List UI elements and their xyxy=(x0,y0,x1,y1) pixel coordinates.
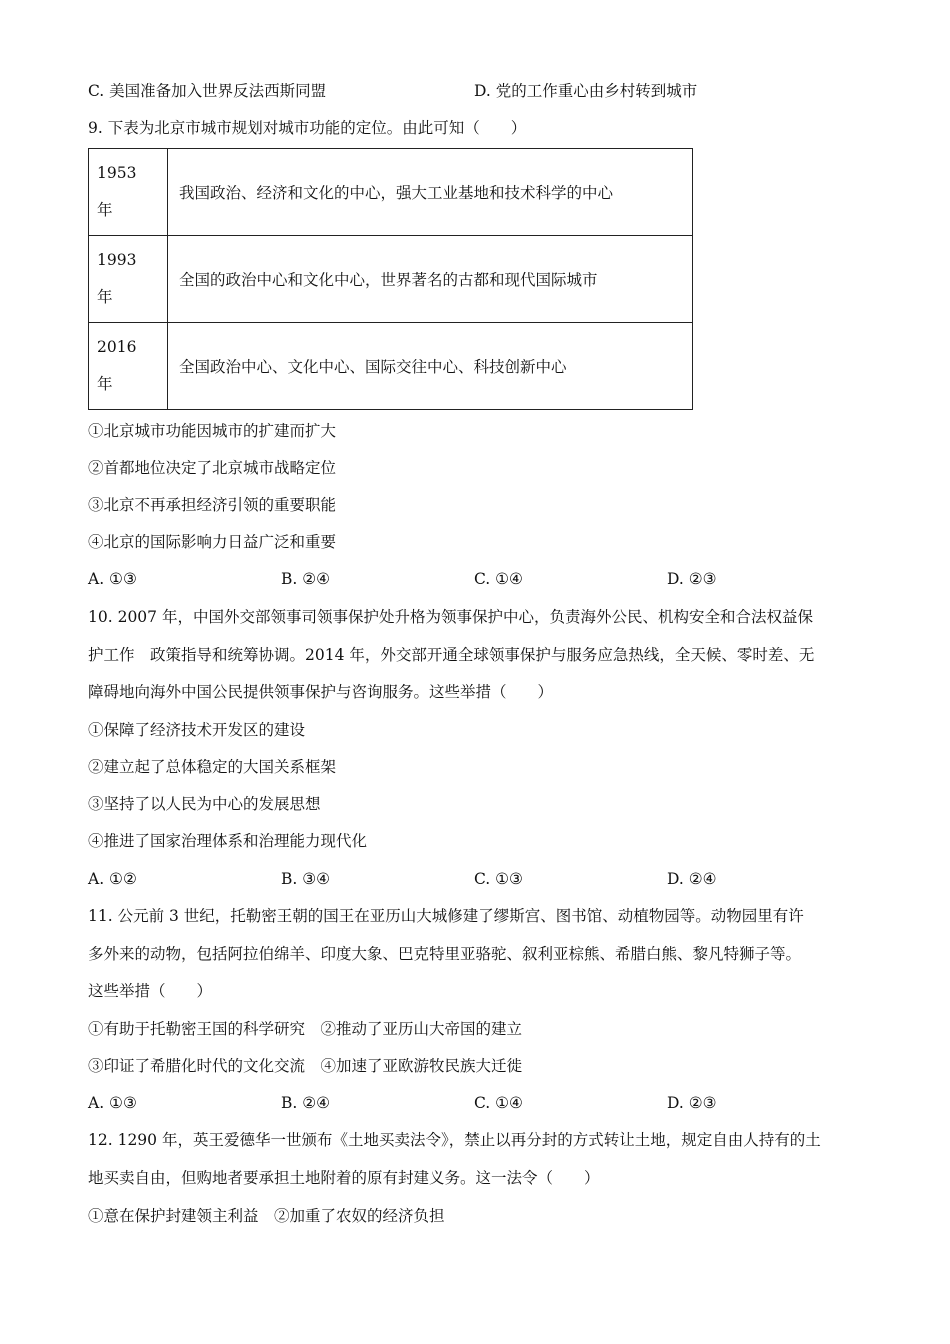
q10-option-b: B. ③④ xyxy=(281,870,331,888)
q9-table xyxy=(88,148,693,410)
row-desc: 全国的政治中心和文化中心，世界著名的古都和现代国际城市 xyxy=(168,236,693,323)
table-row xyxy=(89,236,693,323)
q11-option-c: C. ①④ xyxy=(474,1094,523,1112)
row-desc: 全国政治中心、文化中心、国际交往中心、科技创新中心 xyxy=(168,323,693,410)
q11-option-b: B. ②④ xyxy=(281,1094,331,1112)
q10-option-c: C. ①③ xyxy=(474,870,523,888)
q10-option-a: A. ①② xyxy=(88,870,137,888)
q10-stem-line-3: 障碍地向海外中国公民提供领事保护与咨询服务。这些举措（ ） xyxy=(88,683,554,701)
q10-item-2: ②建立起了总体稳定的大国关系框架 xyxy=(88,758,337,776)
q9-stem: 9. 下表为北京市城市规划对城市功能的定位。由此可知（ ） xyxy=(88,119,527,137)
table-row xyxy=(89,323,693,410)
q11-item-3-4: ③印证了希腊化时代的文化交流 ④加速了亚欧游牧民族大迁徙 xyxy=(88,1057,523,1075)
q9-item-4: ④北京的国际影响力日益广泛和重要 xyxy=(88,533,337,551)
q10-stem-line-2: 护工作 政策指导和统筹协调。2014 年，外交部开通全球领事保护与服务应急热线，全天候、零时差、无 xyxy=(88,646,815,664)
q11-option-d: D. ②③ xyxy=(667,1094,717,1112)
q10-stem-line-1: 10. 2007 年，中国外交部领事司领事保护处升格为领事保护中心，负责海外公民、机构安全和合法权益保 xyxy=(88,608,813,626)
row-year: 1953 xyxy=(97,164,137,182)
row-year-unit: 年 xyxy=(97,375,113,393)
q8-option-d: D. 党的工作重心由乡村转到城市 xyxy=(474,82,698,100)
q9-option-b: B. ②④ xyxy=(281,570,331,588)
q9-option-d: D. ②③ xyxy=(667,570,717,588)
q10-item-4: ④推进了国家治理体系和治理能力现代化 xyxy=(88,832,368,850)
q11-option-a: A. ①③ xyxy=(88,1094,137,1112)
q11-item-1-2: ①有助于托勒密王国的科学研究 ②推动了亚历山大帝国的建立 xyxy=(88,1020,523,1038)
q11-stem-line-1: 11. 公元前 3 世纪，托勒密王朝的国王在亚历山大城修建了缪斯宫、图书馆、动植物园等。动物园里有许 xyxy=(88,907,804,925)
q10-option-d: D. ②④ xyxy=(667,870,717,888)
q10-item-3: ③坚持了以人民为中心的发展思想 xyxy=(88,795,321,813)
table-row xyxy=(89,149,693,236)
q12-item-1-2: ①意在保护封建领主利益 ②加重了农奴的经济负担 xyxy=(88,1207,445,1225)
q9-option-a: A. ①③ xyxy=(88,570,137,588)
q12-stem-line-1: 12. 1290 年，英王爱德华一世颁布《土地买卖法令》，禁止以再分封的方式转让土地，规定自由人持有的土 xyxy=(88,1131,821,1149)
q12-stem-line-2: 地买卖自由，但购地者要承担土地附着的原有封建义务。这一法令（ ） xyxy=(88,1169,600,1187)
q9-item-1: ①北京城市功能因城市的扩建而扩大 xyxy=(88,422,337,440)
q9-option-c: C. ①④ xyxy=(474,570,523,588)
q11-stem-line-3: 这些举措（ ） xyxy=(88,982,213,1000)
row-year-unit: 年 xyxy=(97,201,113,219)
q9-item-2: ②首都地位决定了北京城市战略定位 xyxy=(88,459,337,477)
row-year: 2016 xyxy=(97,338,137,356)
q10-item-1: ①保障了经济技术开发区的建设 xyxy=(88,721,306,739)
q11-stem-line-2: 多外来的动物，包括阿拉伯绵羊、印度大象、巴克特里亚骆驼、叙利亚棕熊、希腊白熊、黎凡特狮子等。 xyxy=(88,945,802,963)
row-desc: 我国政治、经济和文化的中心，强大工业基地和技术科学的中心 xyxy=(168,149,693,236)
q9-item-3: ③北京不再承担经济引领的重要职能 xyxy=(88,496,337,514)
q8-option-c: C. 美国准备加入世界反法西斯同盟 xyxy=(88,82,327,100)
row-year-unit: 年 xyxy=(97,288,113,306)
row-year: 1993 xyxy=(97,251,137,269)
